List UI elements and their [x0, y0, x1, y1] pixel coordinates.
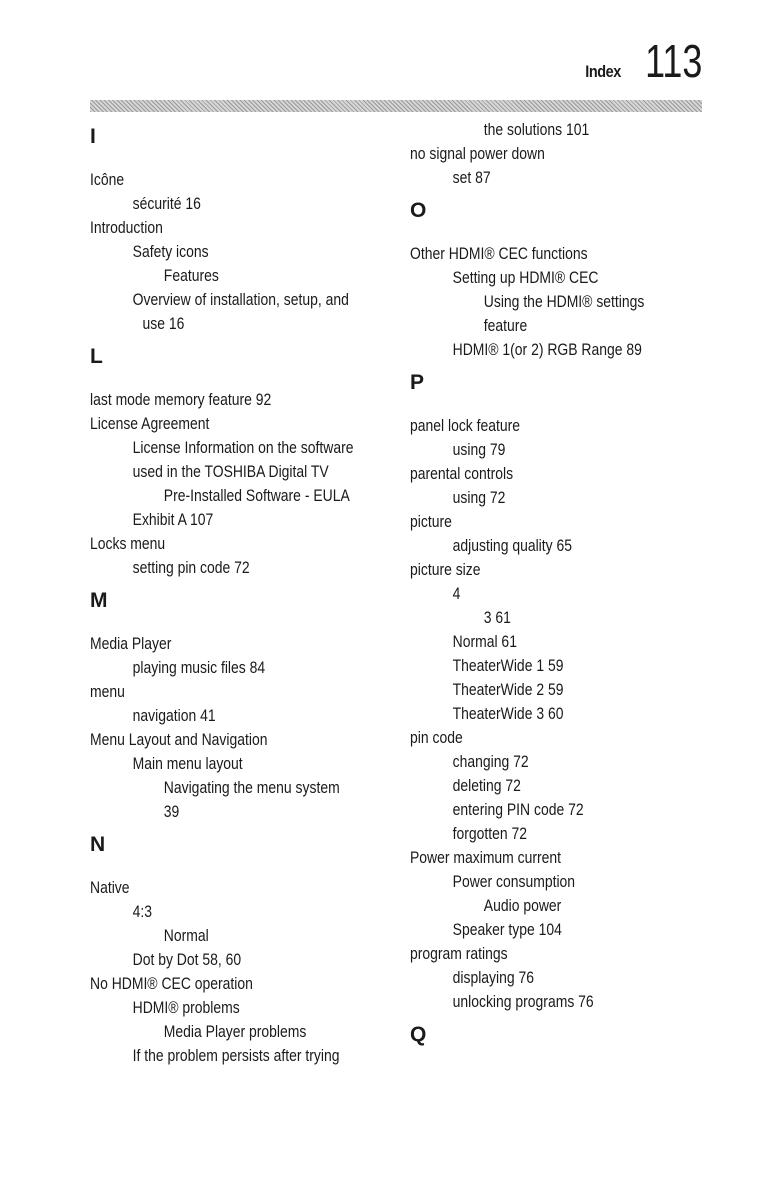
index-subentry: navigation 41: [132, 706, 216, 725]
index-entry: Other HDMI® CEC functions: [410, 244, 588, 263]
index-letter-heading: M: [90, 589, 108, 612]
index-subentry: License Information on the software: [132, 438, 354, 457]
index-subentry: Media Player problems: [163, 1022, 307, 1041]
index-entry: Icône: [90, 170, 125, 189]
index-subentry: entering PIN code 72: [452, 800, 584, 819]
index-entry: no signal power down: [410, 144, 545, 163]
page-number: 113: [644, 35, 702, 87]
index-subentry: 4:3: [132, 902, 153, 921]
index-subentry: Dot by Dot 58, 60: [132, 950, 242, 969]
index-entry: picture size: [410, 560, 481, 579]
index-subentry: Speaker type 104: [452, 920, 562, 939]
index-entry: Native: [90, 878, 130, 897]
index-subentry: TheaterWide 3 60: [452, 704, 564, 723]
index-subentry: 3 61: [483, 608, 511, 627]
index-subentry: Safety icons: [132, 242, 209, 261]
index-subentry: 4: [452, 584, 461, 603]
index-entry: Menu Layout and Navigation: [90, 730, 268, 749]
index-subentry: unlocking programs 76: [452, 992, 594, 1011]
index-subentry: HDMI® 1(or 2) RGB Range 89: [452, 340, 642, 359]
index-subentry: used in the TOSHIBA Digital TV: [132, 462, 329, 481]
section-title: Index: [585, 62, 621, 81]
index-subentry: 39: [163, 802, 180, 821]
index-subentry: Overview of installation, setup, and: [132, 290, 349, 309]
index-subentry: forgotten 72: [452, 824, 528, 843]
index-subentry: feature: [483, 316, 528, 335]
index-subentry: deleting 72: [452, 776, 521, 795]
index-entry: program ratings: [410, 944, 508, 963]
index-subentry: using 79: [452, 440, 506, 459]
index-subentry: the solutions 101: [483, 120, 590, 139]
index-column-right: [410, 118, 700, 1066]
index-subentry: Pre-Installed Software - EULA: [163, 486, 350, 505]
index-letter-heading: N: [90, 833, 106, 856]
index-entry: panel lock feature: [410, 416, 521, 435]
header-divider: [90, 100, 702, 112]
index-subentry: use 16: [142, 314, 185, 333]
index-subentry: changing 72: [452, 752, 529, 771]
index-subentry: Main menu layout: [132, 754, 243, 773]
index-letter-heading: I: [90, 125, 96, 148]
index-subentry: playing music files 84: [132, 658, 266, 677]
index-entry: Introduction: [90, 218, 163, 237]
index-subentry: TheaterWide 1 59: [452, 656, 564, 675]
index-subentry: Navigating the menu system: [163, 778, 340, 797]
index-letter-heading: P: [410, 371, 425, 394]
index-entry: Media Player: [90, 634, 172, 653]
index-subentry: If the problem persists after trying: [132, 1046, 340, 1065]
index-column-left: [90, 118, 380, 1068]
index-entry: last mode memory feature 92: [90, 390, 272, 409]
index-subentry: Setting up HDMI® CEC: [452, 268, 599, 287]
index-entry: parental controls: [410, 464, 514, 483]
page-header: [579, 35, 702, 87]
index-subentry: Normal: [163, 926, 209, 945]
index-letter-heading: Q: [410, 1023, 427, 1046]
index-subentry: displaying 76: [452, 968, 535, 987]
index-subentry: Power consumption: [452, 872, 576, 891]
index-entry: pin code: [410, 728, 463, 747]
index-letter-heading: O: [410, 199, 427, 222]
index-subentry: adjusting quality 65: [452, 536, 572, 555]
index-subentry: set 87: [452, 168, 491, 187]
index-subentry: Exhibit A 107: [132, 510, 214, 529]
index-subentry: setting pin code 72: [132, 558, 250, 577]
index-entry: menu: [90, 682, 125, 701]
index-entry: picture: [410, 512, 452, 531]
index-subentry: Using the HDMI® settings: [483, 292, 645, 311]
index-subentry: sécurité 16: [132, 194, 201, 213]
index-letter-heading: L: [90, 345, 103, 368]
index-subentry: TheaterWide 2 59: [452, 680, 564, 699]
index-entry: Power maximum current: [410, 848, 562, 867]
index-subentry: Audio power: [483, 896, 562, 915]
index-subentry: Features: [163, 266, 219, 285]
index-entry: License Agreement: [90, 414, 210, 433]
index-entry: No HDMI® CEC operation: [90, 974, 253, 993]
index-entry: Locks menu: [90, 534, 166, 553]
index-subentry: using 72: [452, 488, 506, 507]
index-subentry: Normal 61: [452, 632, 517, 651]
index-subentry: HDMI® problems: [132, 998, 240, 1017]
